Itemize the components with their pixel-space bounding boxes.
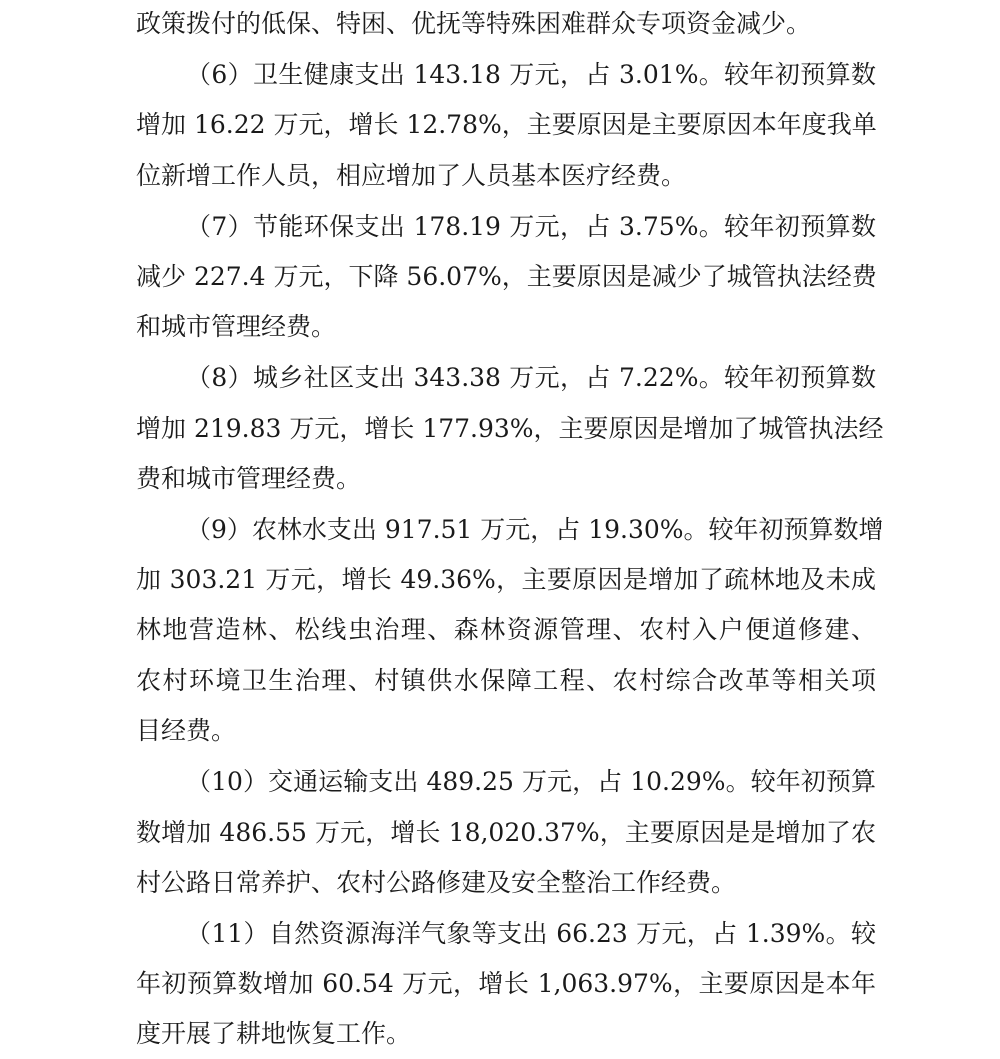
text-line: 费和城市管理经费。 bbox=[136, 464, 362, 493]
text-line: 位新增工作人员，相应增加了人员基本医疗经费。 bbox=[136, 161, 687, 190]
text-line: 加 303.21 万元，增长 49.36%，主要原因是增加了疏林地及未成 bbox=[136, 565, 876, 594]
text-line: （6）卫生健康支出 143.18 万元，占 3.01%。较年初预算数 bbox=[186, 60, 876, 89]
text-line: 增加 219.83 万元，增长 177.93%，主要原因是增加了城管执法经 bbox=[136, 414, 884, 443]
text-line: 数增加 486.55 万元，增长 18,020.37%，主要原因是是增加了农 bbox=[136, 818, 876, 847]
text-line: （8）城乡社区支出 343.38 万元，占 7.22%。较年初预算数 bbox=[186, 363, 876, 392]
text-line: （7）节能环保支出 178.19 万元，占 3.75%。较年初预算数 bbox=[186, 212, 876, 241]
text-line: 和城市管理经费。 bbox=[136, 312, 337, 341]
text-line: 减少 227.4 万元，下降 56.07%，主要原因是减少了城管执法经费 bbox=[136, 262, 877, 291]
text-line: 林地营造林、松线虫治理、森林资源管理、农村入户便道修建、 bbox=[136, 615, 876, 644]
text-line: 度开展了耕地恢复工作。 bbox=[136, 1019, 412, 1048]
text-line: 村公路日常养护、农村公路修建及安全整治工作经费。 bbox=[136, 868, 737, 897]
text-line: （10）交通运输支出 489.25 万元，占 10.29%。较年初预算 bbox=[186, 767, 876, 796]
text-line: （9）农林水支出 917.51 万元，占 19.30%。较年初预算数增 bbox=[186, 515, 884, 544]
text-line: 目经费。 bbox=[136, 716, 237, 745]
text-line: 年初预算数增加 60.54 万元，增长 1,063.97%，主要原因是本年 bbox=[136, 969, 876, 998]
text-line: 增加 16.22 万元，增长 12.78%，主要原因是主要原因本年度我单 bbox=[136, 110, 877, 139]
text-line: 农村环境卫生治理、村镇供水保障工程、农村综合改革等相关项 bbox=[136, 666, 876, 695]
text-line: （11）自然资源海洋气象等支出 66.23 万元，占 1.39%。较 bbox=[186, 919, 876, 948]
text-line: 政策拨付的低保、特困、优抚等特殊困难群众专项资金减少。 bbox=[136, 9, 812, 38]
